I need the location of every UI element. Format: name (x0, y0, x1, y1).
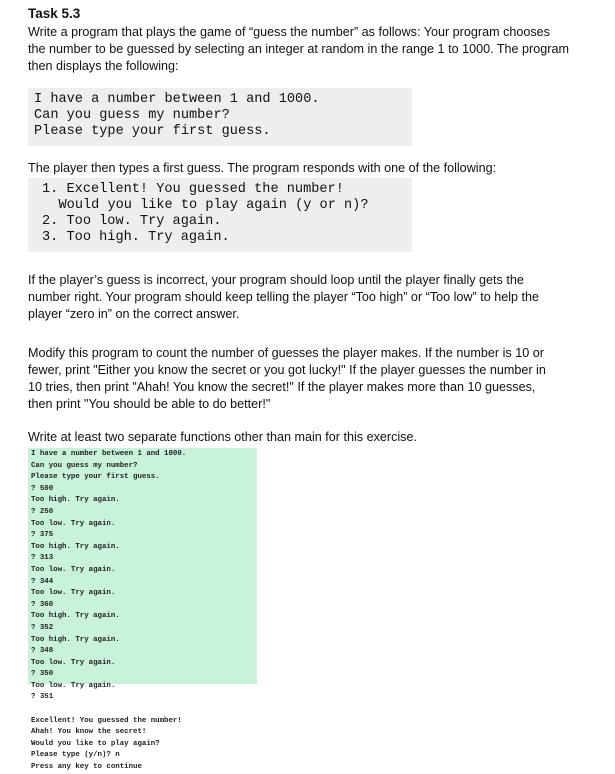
code-line: I have a number between 1 and 1000. (34, 92, 320, 107)
console-line: ? 250 (31, 507, 54, 516)
response-item (42, 230, 406, 246)
console-line: Too high. Try again. (31, 635, 120, 644)
responses-code-block (28, 178, 412, 252)
response-text: Would you like to play again (y or n)? (58, 198, 369, 213)
response-text: Too high. Try again. (66, 230, 230, 245)
loop-paragraph (28, 272, 588, 323)
intro-line: then displays the following: (28, 59, 179, 73)
console-line: ? 344 (31, 577, 54, 586)
response-text: Too low. Try again. (66, 214, 222, 229)
loop-line: If the player’s guess is incorrect, your program should loop until the player finally gets the (28, 273, 524, 287)
response-item (42, 182, 406, 198)
console-line: ? 313 (31, 554, 54, 563)
intro-paragraph (28, 24, 588, 75)
console-line: Press any key to continue (31, 763, 142, 772)
intro-line: the number to be guessed by selecting an integer at random in the range 1 to 1000. The program (28, 42, 569, 56)
response-item-continuation (42, 198, 406, 214)
response-number: 1. (42, 182, 59, 197)
response-number: 3. (42, 230, 59, 245)
console-line: Too low. Try again. (31, 658, 116, 667)
console-line: ? 375 (31, 531, 54, 540)
console-line: Excellent! You guessed the number! (31, 716, 182, 725)
console-line: ? 360 (31, 600, 54, 609)
intro-line: Write a program that plays the game of “guess the number” as follows: Your program chooses (28, 25, 550, 39)
modify-line: 10 tries, then print "Ahah! You know the secret!" If the player makes more than 10 guesses, (28, 380, 536, 394)
console-line: Please type your first guess. (31, 473, 160, 482)
console-line: ? 500 (31, 484, 54, 493)
console-line: ? 348 (31, 647, 54, 656)
console-line: Too low. Try again. (31, 681, 116, 690)
console-line: Too low. Try again. (31, 589, 116, 598)
console-line: Too high. Try again. (31, 542, 120, 551)
loop-line: number right. Your program should keep telling the player “Too high” or “Too low” to help the (28, 290, 540, 304)
response-text: Excellent! You guessed the number! (66, 182, 344, 197)
console-line: Would you like to play again? (31, 739, 160, 748)
console-line: ? 350 (31, 670, 54, 679)
console-line: I have a number between 1 and 1000. (31, 450, 187, 458)
prompt-code-block (28, 88, 412, 146)
loop-line: player “zero in” on the correct answer. (28, 307, 240, 321)
modify-line: Modify this program to count the number of guesses the player makes. If the number is 10 or (28, 346, 544, 360)
task-title: Task 5.3 (28, 6, 81, 21)
console-line: Too high. Try again. (31, 496, 120, 505)
modify-paragraph (28, 345, 588, 413)
functions-paragraph: Write at least two separate functions other than main for this exercise. (28, 430, 417, 444)
player-intro: The player then types a first guess. The program responds with one of the following: (28, 161, 497, 175)
console-line: Please type (y/n)? n (31, 751, 120, 760)
console-line: Can you guess my number? (31, 461, 138, 470)
console-line: Too high. Try again. (31, 612, 120, 621)
console-line (31, 704, 254, 716)
console-output (28, 448, 257, 772)
response-item (42, 214, 406, 230)
modify-line: fewer, print "Either you know the secret or you got lucky!" If the player guesses the number in (28, 363, 546, 377)
modify-line: then print "You should be able to do better!" (28, 397, 271, 411)
response-number: 2. (42, 214, 59, 229)
console-line: Ahah! You know the secret! (31, 728, 147, 737)
code-line: Can you guess my number? (34, 108, 230, 123)
code-line: Please type your first guess. (34, 124, 271, 139)
console-line: Too low. Try again. (31, 519, 116, 528)
console-line: ? 351 (31, 693, 54, 702)
console-line: Too low. Try again. (31, 565, 116, 574)
console-line: ? 352 (31, 623, 54, 632)
